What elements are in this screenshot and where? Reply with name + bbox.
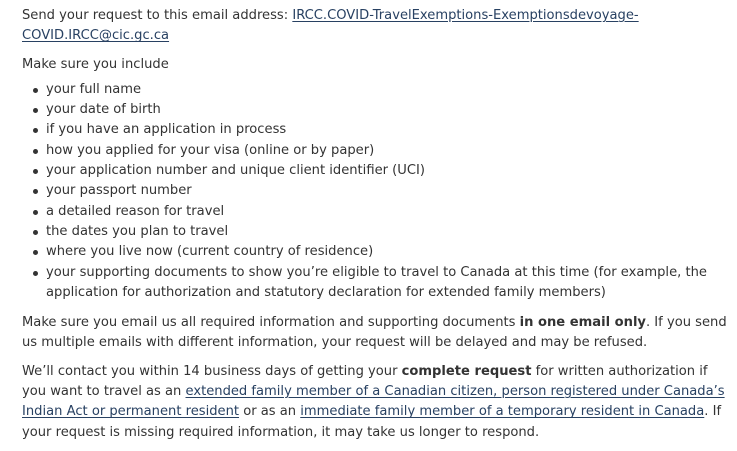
exemptions-email-link[interactable]: IRCC.COVID-TravelExemptions-Exemptionsdevoyage-COVID.IRCC@cic.gc.ca	[22, 8, 639, 44]
one-email-paragraph	[22, 313, 730, 354]
contact-text-after: . If your request is missing required information, it may take us longer to respond.	[22, 404, 722, 440]
list-item: your application number and unique client identifier (UCI)	[46, 161, 730, 181]
list-item: your passport number	[46, 181, 730, 201]
immediate-family-link[interactable]: immediate family member of a temporary resident in Canada	[300, 404, 705, 420]
list-item: if you have an application in process	[46, 120, 730, 140]
list-item: where you live now (current country of residence)	[46, 242, 730, 262]
list-item: the dates you plan to travel	[46, 222, 730, 242]
email-instruction-text: Send your request to this email address:	[22, 8, 293, 23]
requirements-list	[22, 80, 730, 303]
contact-text-before: We’ll contact you within 14 business days of getting your	[22, 363, 402, 379]
one-email-text-after: . If you send us multiple emails with different information, your request will be delayed and may be refused.	[22, 315, 727, 351]
complete-request-emphasis: complete request	[401, 363, 532, 379]
one-email-text-before: Make sure you email us all required information and supporting documents	[22, 315, 520, 331]
extended-family-link[interactable]: extended family member of a Canadian citizen, person registered under Canada’s Indian Act or permanent resident	[22, 384, 725, 420]
list-item: your full name	[46, 80, 730, 100]
list-item: a detailed reason for travel	[46, 202, 730, 222]
one-email-emphasis: in one email only	[519, 315, 646, 331]
email-instruction	[22, 6, 730, 47]
list-item: your supporting documents to show you’re eligible to travel to Canada at this time (for example, the application for authorization and statutory declaration for extended family members)	[46, 263, 730, 304]
contact-paragraph	[22, 362, 730, 443]
contact-text-middle-2: or as an	[239, 404, 301, 420]
main-content	[22, 6, 730, 451]
list-item: your date of birth	[46, 100, 730, 120]
list-item: how you applied for your visa (online or by paper)	[46, 141, 730, 161]
contact-text-middle-1: for written authorization if you want to travel as an	[22, 363, 708, 400]
include-heading: Make sure you include	[22, 56, 169, 72]
